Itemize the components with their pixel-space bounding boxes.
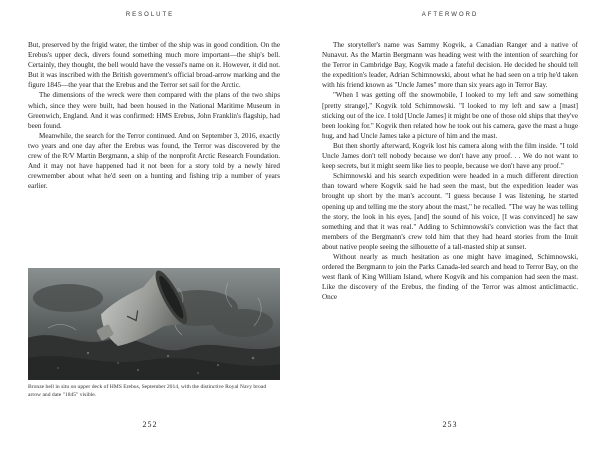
body-paragraph: Schimnowski and his search expedition were headed in a much different direction than toward where Kogvik said he had seen the mast, but the expedition leader was brought up short by the man's account. "I guess because I was listening, he started opening up and telling me the story about the mast," he recalled. "The way he was telling the story, the look in his eyes, [and] the sound of his voice, [I was convinced] he saw something and that it was real." Adding to Schimnowski's conviction was the fact that members of the Bergmann's crew told him that they had heard stories from the Inuit about native people seeing the silhouette of a tall-masted ship at sunset. <box>322 172 578 251</box>
body-paragraph: "When I was getting off the snowmobile, I looked to my left and saw something [pretty strange]," Kogvik told Schimnowski. "I looked to my left and saw a [mast] sticking out of the ice. I told [Uncle James] it might be one of those old ships that they've been looking for." Kogvik then related how he took out his camera, gave the mast a huge hug, and had Uncle James take a picture of him and the mast. <box>322 91 578 140</box>
running-head-right: AFTERWORD <box>421 12 479 18</box>
body-paragraph: Without nearly as much hesitation as one might have imagined, Schimnowski, ordered the Bergmann to join the Parks Canada-led search and head to Terror Bay, on the west flank of King William Island, where Kogvik and his companion had seen the mast. Like the discovery of the Erebus, the finding of the Terror was almost anticlimactic. Once <box>322 252 578 302</box>
body-paragraph: But, preserved by the frigid water, the timber of the ship was in good condition. On the Erebus's upper deck, divers found something much more important—the ship's bell. Certainly, they thought, the bell would have the vessel's name on it. However, it did not. But it was inscribed with the British government's official broad-arrow marking and the figure 1845—the year that the Erebus and the Terror set sail for the Arctic. <box>28 41 280 90</box>
page-number-right: 253 <box>442 420 458 429</box>
left-page-body <box>28 40 280 191</box>
right-page-body <box>322 40 578 302</box>
body-paragraph: The dimensions of the wreck were then compared with the plans of the two ships which, since they were built, had been housed in the National Maritime Museum in Greenwich, England. And it was confirmed: HMS Erebus, John Franklin's flagship, had been found. <box>28 91 280 130</box>
body-paragraph: The storyteller's name was Sammy Kogvik, a Canadian Ranger and a native of Nunavut. As the Martin Bergmann was heading west with the intention of searching for the Terror in Cambridge Bay, Kogvik made a fateful decision. He decided he should tell the expedition's leader, Adrian Schimnowski, about what he had seen on a trip he'd taken with his friend known as "Uncle James" more than six years ago in Terror Bay. <box>322 41 578 90</box>
body-paragraph: Meanwhile, the search for the Terror continued. And on September 3, 2016, exactly two years and one day after the Erebus was found, the Terror was discovered by the crew of the R/V Martin Bergmann, a ship of the nonprofit Arctic Research Foundation. And it may not have happened had it not been for a story told by a newly hired crewmember about what he'd seen on a hunting and fishing trip a number of years earlier. <box>28 131 280 191</box>
bell-photo <box>28 268 280 380</box>
right-page <box>300 0 600 450</box>
body-paragraph: But then shortly afterward, Kogvik lost his camera along with the film inside. "I told Uncle James don't tell nobody because we don't have any proof. . . We do not want to keep secrets, but it might seem like lies to people, because we don't have any proof." <box>322 141 578 171</box>
page-number-left: 252 <box>142 420 158 429</box>
photo-caption: Bronze bell in situ on upper deck of HMS Erebus, September 2014, with the distinctive Royal Navy broad arrow and date "1845" visible. <box>28 384 267 398</box>
running-head-left: RESOLUTE <box>125 12 175 18</box>
